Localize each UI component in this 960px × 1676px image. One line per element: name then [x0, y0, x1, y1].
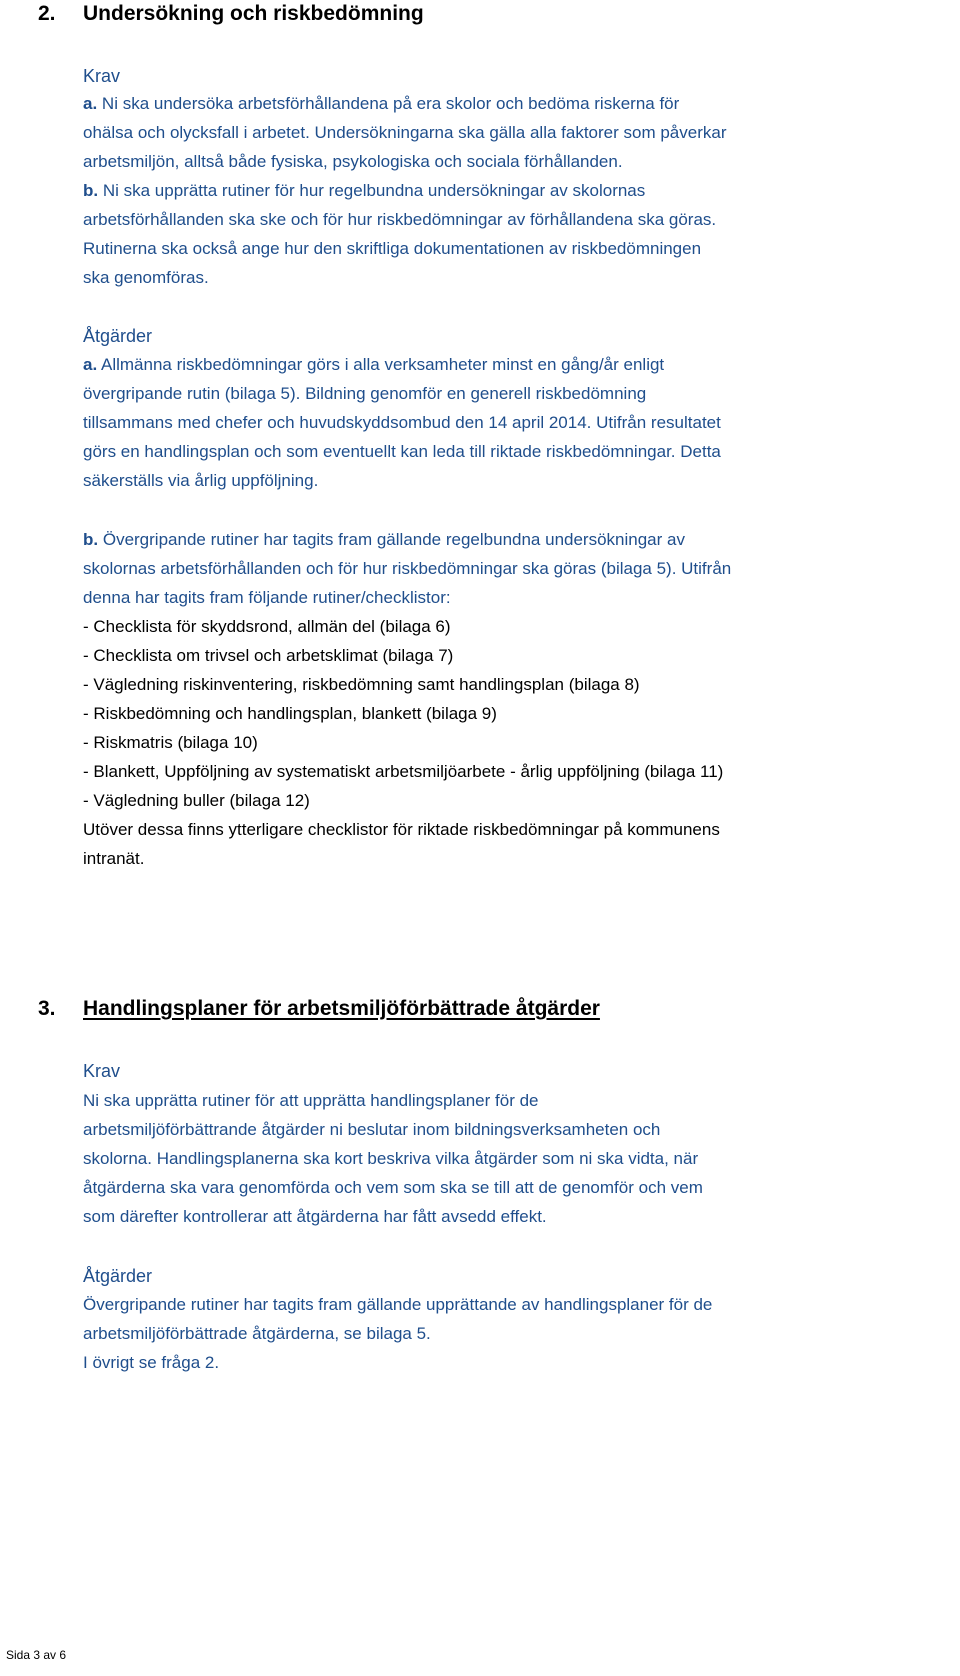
text-line: skolornas arbetsförhållanden och för hur riskbedömningar ska göras (bilaga 5). Utifrån [83, 559, 732, 578]
text-line: görs en handlingsplan och som eventuellt kan leda till riktade riskbedömningar. Detta [83, 442, 721, 461]
text-line: - Riskmatris (bilaga 10) [83, 733, 258, 752]
text-line: säkerställs via årlig uppföljning. [83, 471, 319, 490]
text-line: - Riskbedömning och handlingsplan, blankett (bilaga 9) [83, 704, 497, 723]
section-3-krav-label: Krav [83, 1061, 121, 1081]
text-line-content: Övergripande rutiner har tagits fram gällande regelbundna undersökningar av [102, 530, 685, 549]
text-line [83, 525, 943, 554]
item-marker: b. [83, 181, 99, 200]
text-line-content: Allmänna riskbedömningar görs i alla verksamheter minst en gång/år enligt [100, 355, 665, 374]
section-2-krav-a [83, 89, 943, 176]
text-line: I övrigt se fråga 2. [83, 1353, 220, 1372]
section-2-number: 2. [38, 2, 56, 25]
text-line: Rutinerna ska också ange hur den skriftliga dokumentationen av riskbedömningen [83, 239, 702, 258]
text-line: - Blankett, Uppföljning av systematiskt arbetsmiljöarbete - årlig uppföljning (bilaga 11) [83, 762, 724, 781]
text-line: tillsammans med chefer och huvudskyddsombud den 14 april 2014. Utifrån resultatet [83, 413, 721, 432]
text-line: - Vägledning buller (bilaga 12) [83, 791, 310, 810]
text-line: arbetsförhållanden ska ske och för hur riskbedömningar av förhållandena ska göras. [83, 210, 717, 229]
text-line: - Vägledning riskinventering, riskbedömning samt handlingsplan (bilaga 8) [83, 675, 640, 694]
text-line [83, 176, 943, 205]
text-line: arbetsmiljöförbättrade åtgärderna, se bilaga 5. [83, 1324, 431, 1343]
text-line: Utöver dessa finns ytterligare checklistor för riktade riskbedömningar på kommunens [83, 820, 720, 839]
item-marker: b. [83, 530, 99, 549]
section-2-title: Undersökning och riskbedömning [83, 2, 424, 25]
section-2-krav-label: Krav [83, 66, 121, 86]
section-2-atgarder-b [83, 525, 943, 873]
section-3-heading [38, 995, 600, 1023]
text-line: Ni ska upprätta rutiner för att upprätta handlingsplaner för de [83, 1091, 539, 1110]
text-line: - Checklista för skyddsrond, allmän del (bilaga 6) [83, 617, 451, 636]
item-marker: a. [83, 355, 98, 374]
text-line: ska genomföras. [83, 268, 209, 287]
text-line: Övergripande rutiner har tagits fram gällande upprättande av handlingsplaner för de [83, 1295, 713, 1314]
text-line: åtgärderna ska vara genomförda och vem som ska se till att de genomför och vem [83, 1178, 703, 1197]
text-line: - Checklista om trivsel och arbetsklimat (bilaga 7) [83, 646, 454, 665]
text-line-content: Ni ska undersöka arbetsförhållandena på era skolor och bedöma riskerna för [101, 94, 680, 113]
text-line: skolorna. Handlingsplanerna ska kort beskriva vilka åtgärder som ni ska vidta, när [83, 1149, 699, 1168]
section-2-atgarder-a [83, 350, 943, 495]
section-3-atgarder-label: Åtgärder [83, 1266, 153, 1286]
section-2-atgarder-label: Åtgärder [83, 326, 153, 346]
text-line: övergripande rutin (bilaga 5). Bildning genomför en generell riskbedömning [83, 384, 647, 403]
section-3-number: 3. [38, 997, 56, 1020]
text-line: denna har tagits fram följande rutiner/checklistor: [83, 588, 451, 607]
section-3-title: Handlingsplaner för arbetsmiljöförbättrade åtgärder [83, 997, 600, 1020]
section-2-krav-b [83, 176, 943, 292]
text-line: ohälsa och olycksfall i arbetet. Undersökningarna ska gälla alla faktorer som påverkar [83, 123, 727, 142]
item-marker: a. [83, 94, 98, 113]
text-line: intranät. [83, 849, 145, 868]
text-line [83, 350, 943, 379]
section-3-atgarder-text [83, 1290, 943, 1377]
text-line: arbetsmiljön, alltså både fysiska, psykologiska och sociala förhållanden. [83, 152, 623, 171]
text-line: som därefter kontrollerar att åtgärderna har fått avsedd effekt. [83, 1207, 547, 1226]
page-number-footer: Sida 3 av 6 [6, 1648, 67, 1662]
section-3-krav-text [83, 1086, 943, 1231]
section-2-heading [38, 0, 424, 28]
text-line-content: Ni ska upprätta rutiner för hur regelbundna undersökningar av skolornas [102, 181, 646, 200]
text-line [83, 89, 943, 118]
text-line: arbetsmiljöförbättrande åtgärder ni beslutar inom bildningsverksamheten och [83, 1120, 661, 1139]
